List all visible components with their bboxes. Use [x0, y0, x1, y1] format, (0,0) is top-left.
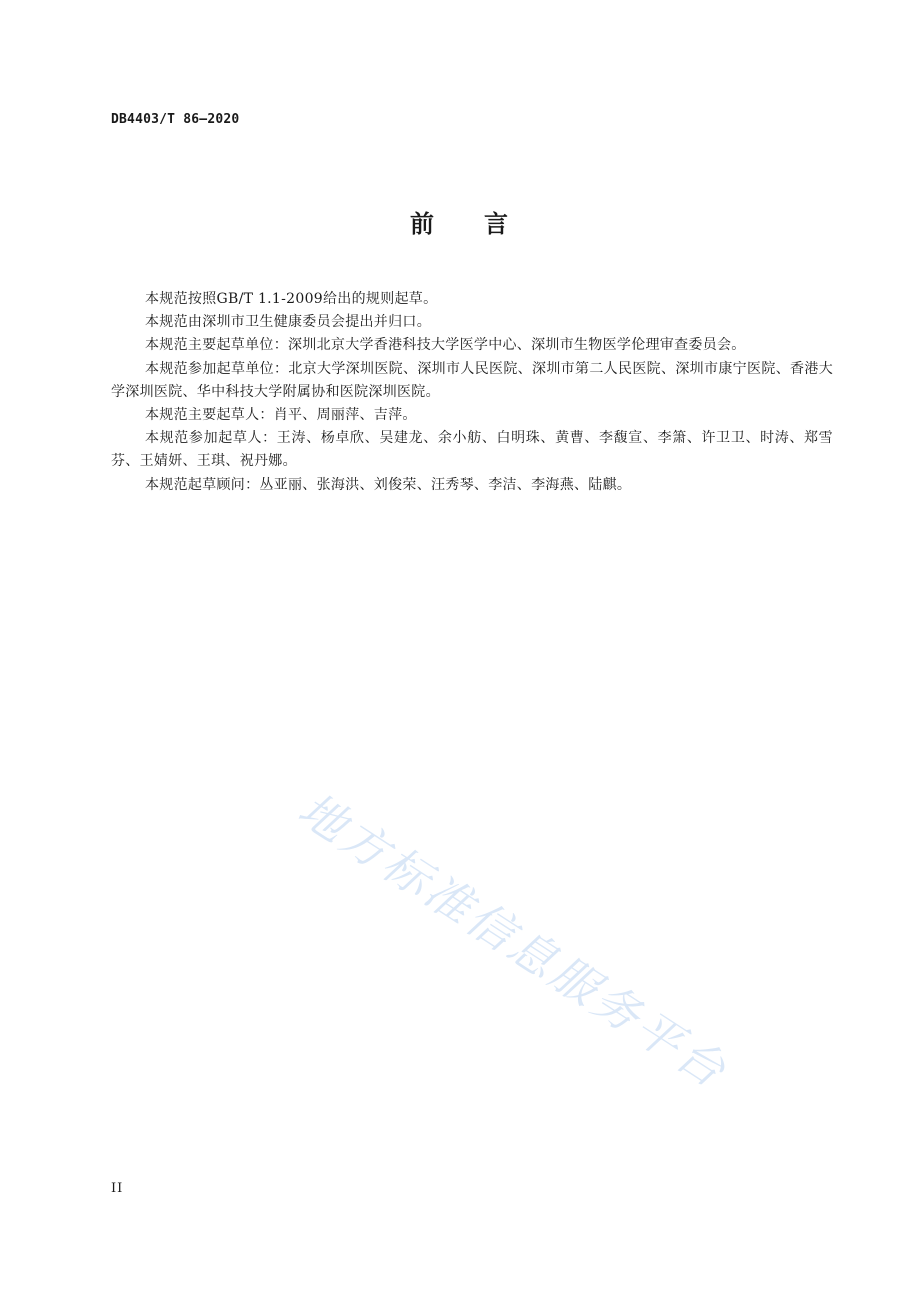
page-title: [0, 204, 920, 239]
page-number: II: [111, 1181, 124, 1196]
paragraph-participating-drafters: 本规范参加起草人：王涛、杨卓欣、吴建龙、余小舫、白明珠、黄曹、李馥宣、李箫、许卫卫、时涛、郑雪芬、王婧妍、王琪、祝丹娜。: [111, 430, 833, 470]
paragraph-main-drafters: 本规范主要起草人：肖平、周丽萍、吉萍。: [145, 407, 417, 424]
paragraph-advisors: 本规范起草顾问：丛亚丽、张海洪、刘俊荣、汪秀琴、李洁、李海燕、陆麒。: [145, 476, 632, 493]
watermark: 地方标准信息服务平台: [288, 781, 738, 1100]
title-part-1: 前: [410, 210, 436, 238]
paragraph-drafting-rules: 本规范按照GB/T 1.1-2009给出的规则起草。: [145, 291, 438, 307]
document-code: DB4403/T 86—2020: [111, 112, 240, 127]
foreword-body: [111, 288, 833, 497]
paragraph-participating-units: 本规范参加起草单位：北京大学深圳医院、深圳市人民医院、深圳市第二人民医院、深圳市康宁医院、香港大学深圳医院、华中科技大学附属协和医院深圳医院。: [111, 360, 833, 400]
paragraph-main-units: 本规范主要起草单位：深圳北京大学香港科技大学医学中心、深圳市生物医学伦理审查委员会。: [145, 337, 746, 354]
title-part-2: 言: [484, 210, 510, 238]
paragraph-proposer: 本规范由深圳市卫生健康委员会提出并归口。: [145, 314, 431, 331]
